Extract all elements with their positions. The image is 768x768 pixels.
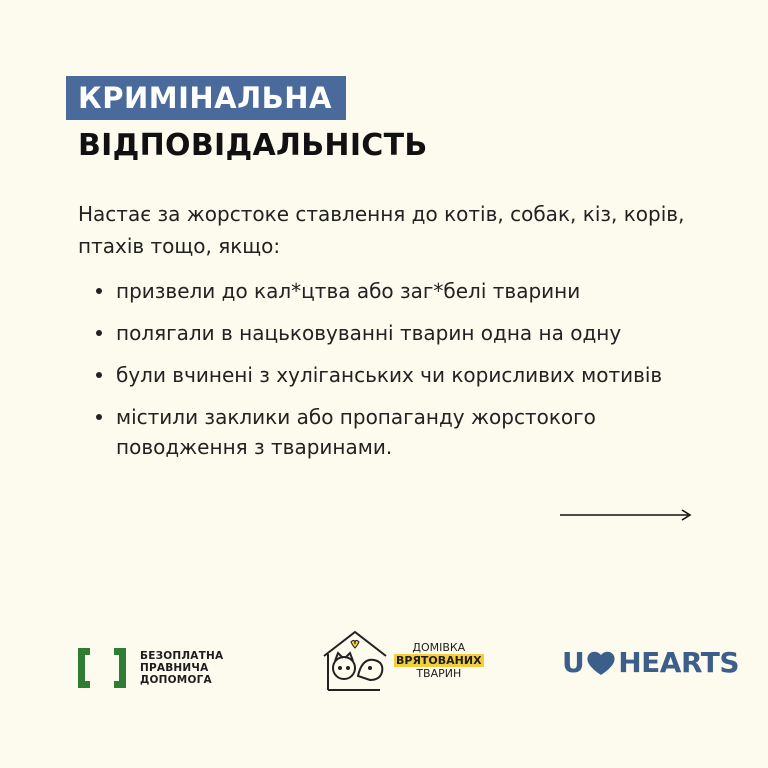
bullet-list xyxy=(92,276,692,474)
arrow-right-icon[interactable] xyxy=(560,508,694,522)
bullet-dot-icon xyxy=(96,372,102,378)
logo-uh-hearts: HEARTS xyxy=(618,646,740,679)
logo-uhearts xyxy=(562,646,739,680)
list-item: полягали в нацьковуванні тварин одна на одну xyxy=(92,318,692,348)
house-cat-dog-logo-icon xyxy=(320,628,390,692)
logo-dvt xyxy=(320,628,484,692)
heart-icon xyxy=(585,649,617,677)
logo-bpd-text: БЕЗОПЛАТНА ПРАВНИЧА ДОПОМОГА xyxy=(140,650,224,686)
title-line-1: КРИМІНАЛЬНА xyxy=(66,76,346,120)
intro-text: Настає за жорстоке ставлення до котів, собак, кіз, корів, птахів тощо, якщо: xyxy=(78,202,685,258)
logo-dvt-text: ДОМІВКА ВРЯТОВАНИХ ТВАРИН xyxy=(396,640,482,680)
bullet-dot-icon xyxy=(96,414,102,420)
list-item: були вчинені з хуліганських чи корисливих мотивів xyxy=(92,360,692,390)
bullet-dot-icon xyxy=(96,330,102,336)
brackets-logo-icon xyxy=(76,646,128,690)
bullet-dot-icon xyxy=(96,288,102,294)
logo-uh-u: U xyxy=(562,646,585,679)
logo-bpd xyxy=(76,646,223,690)
title-line-2: ВІДПОВІДАЛЬНІСТЬ xyxy=(78,128,428,163)
list-item: призвели до кал*цтва або заг*белі тварини xyxy=(92,276,692,306)
list-item: містили заклики або пропаганду жорстокого поводження з тваринами. xyxy=(92,402,692,462)
